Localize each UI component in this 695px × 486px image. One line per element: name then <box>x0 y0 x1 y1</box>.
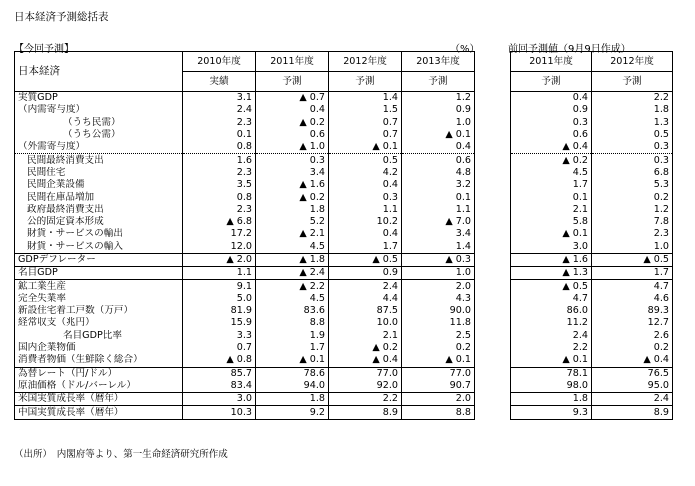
table-row <box>511 167 673 179</box>
value-cell: 1.4 <box>402 241 475 254</box>
table-row <box>15 354 475 367</box>
prev-value-cell: 2.4 <box>592 393 673 406</box>
value-cell: ▲ 0.8 <box>183 354 256 367</box>
value-cell: 1.5 <box>329 104 402 116</box>
table-row <box>15 92 475 105</box>
table-row <box>511 104 673 116</box>
table-row <box>511 154 673 167</box>
value-cell: 87.5 <box>329 305 402 317</box>
value-cell: 10.3 <box>183 406 256 419</box>
value-cell: 1.2 <box>402 92 475 105</box>
value-cell: 1.6 <box>183 154 256 167</box>
table-row <box>511 406 673 419</box>
value-cell: 8.8 <box>256 317 329 329</box>
table-row <box>511 228 673 240</box>
value-cell: 0.1 <box>183 129 256 141</box>
prev-value-cell: 2.3 <box>592 228 673 240</box>
value-cell: 4.4 <box>329 293 402 305</box>
row-label: （外需寄与度） <box>15 141 183 154</box>
prev-value-cell: 0.2 <box>592 191 673 203</box>
value-cell: 4.2 <box>329 167 402 179</box>
value-cell: 1.8 <box>256 393 329 406</box>
table-row <box>511 293 673 305</box>
table-row <box>15 253 475 266</box>
prev-value-cell: 0.4 <box>511 92 592 105</box>
row-label: 完全失業率 <box>15 293 183 305</box>
prev-col-kind-2012: 予測 <box>592 72 673 92</box>
value-cell: ▲ 0.1 <box>402 354 475 367</box>
value-cell: 3.4 <box>402 228 475 240</box>
value-cell: 1.8 <box>256 204 329 216</box>
table-row <box>15 167 475 179</box>
col-kind-2010: 実績 <box>183 72 256 92</box>
value-cell: 17.2 <box>183 228 256 240</box>
table-row <box>511 393 673 406</box>
value-cell: 0.7 <box>329 117 402 129</box>
table-row <box>15 129 475 141</box>
col-year-2011: 2011年度 <box>256 52 329 72</box>
value-cell: ▲ 2.4 <box>256 267 329 280</box>
value-cell: 0.9 <box>329 267 402 280</box>
value-cell: ▲ 0.3 <box>402 253 475 266</box>
table-row <box>511 380 673 393</box>
value-cell: 78.6 <box>256 367 329 380</box>
prev-value-cell: 0.3 <box>511 117 592 129</box>
value-cell: 1.1 <box>402 204 475 216</box>
table-row <box>511 117 673 129</box>
prev-value-cell: ▲ 0.5 <box>592 253 673 266</box>
current-forecast-label: 【今回予測】 <box>14 44 74 55</box>
col-year-2013: 2013年度 <box>402 52 475 72</box>
row-label: 公的固定資本形成 <box>15 216 183 228</box>
table-row <box>511 216 673 228</box>
value-cell: ▲ 1.8 <box>256 253 329 266</box>
row-label: 民間在庫品増加 <box>15 191 183 203</box>
table-row <box>511 204 673 216</box>
prev-value-cell: ▲ 0.1 <box>511 228 592 240</box>
value-cell: 3.0 <box>183 393 256 406</box>
table-row <box>15 367 475 380</box>
value-cell: 15.9 <box>183 317 256 329</box>
col-kind-2012: 予測 <box>329 72 402 92</box>
value-cell: 12.0 <box>183 241 256 254</box>
prev-value-cell: 4.5 <box>511 167 592 179</box>
prev-value-cell: 2.4 <box>511 330 592 342</box>
row-label: 民間企業設備 <box>15 179 183 191</box>
prev-value-cell: 0.1 <box>511 191 592 203</box>
table-row <box>511 367 673 380</box>
prev-value-cell: ▲ 0.4 <box>592 354 673 367</box>
table-row <box>15 342 475 354</box>
value-cell: 0.6 <box>256 129 329 141</box>
value-cell: 0.6 <box>402 154 475 167</box>
row-label: 民間住宅 <box>15 167 183 179</box>
value-cell: 10.2 <box>329 216 402 228</box>
prev-value-cell: 5.8 <box>511 216 592 228</box>
prev-value-cell: 1.8 <box>592 104 673 116</box>
value-cell: ▲ 0.4 <box>329 354 402 367</box>
value-cell: 0.5 <box>329 154 402 167</box>
prev-value-cell: 4.7 <box>511 293 592 305</box>
value-cell: 3.4 <box>256 167 329 179</box>
value-cell: ▲ 1.6 <box>256 179 329 191</box>
value-cell: ▲ 7.0 <box>402 216 475 228</box>
value-cell: ▲ 0.1 <box>402 129 475 141</box>
row-label: 消費者物価（生鮮除く総合） <box>15 354 183 367</box>
value-cell: 10.0 <box>329 317 402 329</box>
table-row <box>511 129 673 141</box>
prev-value-cell: ▲ 0.4 <box>511 141 592 154</box>
prev-value-cell: 0.5 <box>592 129 673 141</box>
unit-label: （%） <box>450 44 480 55</box>
value-cell: 0.3 <box>329 191 402 203</box>
value-cell: ▲ 1.0 <box>256 141 329 154</box>
value-cell: 4.8 <box>402 167 475 179</box>
row-label: 名目GDP比率 <box>15 330 183 342</box>
row-label: 為替レート（円/ドル） <box>15 367 183 380</box>
prev-value-cell: 8.9 <box>592 406 673 419</box>
value-cell: 0.4 <box>402 141 475 154</box>
prev-col-kind-2011: 予測 <box>511 72 592 92</box>
value-cell: 90.7 <box>402 380 475 393</box>
table-row <box>15 330 475 342</box>
value-cell: 1.4 <box>329 92 402 105</box>
row-label: （うち公需） <box>15 129 183 141</box>
table-row <box>15 305 475 317</box>
value-cell: 2.4 <box>329 280 402 293</box>
value-cell: ▲ 6.8 <box>183 216 256 228</box>
table-row <box>15 141 475 154</box>
previous-forecast-label: 前回予測値（9月9日作成） <box>508 44 631 55</box>
row-label: 経常収支（兆円） <box>15 317 183 329</box>
prev-value-cell: 2.1 <box>511 204 592 216</box>
table-row <box>15 204 475 216</box>
value-cell: 77.0 <box>329 367 402 380</box>
table-row <box>15 179 475 191</box>
row-label: 国内企業物価 <box>15 342 183 354</box>
value-cell: 8.9 <box>329 406 402 419</box>
row-label: 鉱工業生産 <box>15 280 183 293</box>
prev-value-cell: 2.2 <box>592 92 673 105</box>
value-cell: ▲ 2.1 <box>256 228 329 240</box>
value-cell: 94.0 <box>256 380 329 393</box>
table-row <box>15 267 475 280</box>
value-cell: 2.3 <box>183 117 256 129</box>
source-note: （出所） 内閣府等より、第一生命経済研究所作成 <box>14 449 228 460</box>
row-label: 米国実質成長率（暦年） <box>15 393 183 406</box>
value-cell: 4.5 <box>256 293 329 305</box>
row-label: 民間最終消費支出 <box>15 154 183 167</box>
value-cell: 1.0 <box>402 117 475 129</box>
table-row <box>511 280 673 293</box>
value-cell: 0.8 <box>183 191 256 203</box>
prev-value-cell: 76.5 <box>592 367 673 380</box>
value-cell: 9.2 <box>256 406 329 419</box>
value-cell: ▲ 0.1 <box>256 354 329 367</box>
prev-value-cell: 12.7 <box>592 317 673 329</box>
prev-value-cell: ▲ 0.1 <box>511 354 592 367</box>
value-cell: 2.1 <box>329 330 402 342</box>
row-header: 日本経済 <box>15 52 183 92</box>
table-row <box>511 267 673 280</box>
value-cell: 85.7 <box>183 367 256 380</box>
current-forecast-table <box>14 51 475 420</box>
prev-value-cell: 1.3 <box>592 117 673 129</box>
table-row <box>15 154 475 167</box>
value-cell: 5.2 <box>256 216 329 228</box>
prev-value-cell: 9.3 <box>511 406 592 419</box>
prev-value-cell: 6.8 <box>592 167 673 179</box>
value-cell: ▲ 0.2 <box>256 191 329 203</box>
prev-value-cell: 1.7 <box>511 179 592 191</box>
table-row <box>15 241 475 254</box>
value-cell: 9.1 <box>183 280 256 293</box>
value-cell: 1.7 <box>329 241 402 254</box>
value-cell: 0.7 <box>329 129 402 141</box>
prev-value-cell: 1.0 <box>592 241 673 254</box>
table-row <box>15 280 475 293</box>
table-row <box>15 317 475 329</box>
prev-value-cell: 1.2 <box>592 204 673 216</box>
table-row <box>511 179 673 191</box>
value-cell: 3.3 <box>183 330 256 342</box>
row-label: 中国実質成長率（暦年） <box>15 406 183 419</box>
row-label: 財貨・サービスの輸出 <box>15 228 183 240</box>
previous-forecast-table <box>510 51 673 420</box>
prev-value-cell: 0.6 <box>511 129 592 141</box>
prev-value-cell: 78.1 <box>511 367 592 380</box>
value-cell: 0.9 <box>402 104 475 116</box>
value-cell: 0.4 <box>256 104 329 116</box>
value-cell: 81.9 <box>183 305 256 317</box>
row-label: 財貨・サービスの輸入 <box>15 241 183 254</box>
table-row <box>511 305 673 317</box>
value-cell: 0.3 <box>256 154 329 167</box>
table-row <box>511 141 673 154</box>
prev-value-cell: 86.0 <box>511 305 592 317</box>
prev-value-cell: ▲ 0.2 <box>511 154 592 167</box>
value-cell: 92.0 <box>329 380 402 393</box>
prev-value-cell: 0.3 <box>592 154 673 167</box>
prev-col-year-2012: 2012年度 <box>592 52 673 72</box>
prev-value-cell: 89.3 <box>592 305 673 317</box>
table-row <box>511 241 673 254</box>
prev-value-cell: 5.3 <box>592 179 673 191</box>
prev-value-cell: ▲ 1.3 <box>511 267 592 280</box>
value-cell: 2.2 <box>329 393 402 406</box>
value-cell: ▲ 0.7 <box>256 92 329 105</box>
value-cell: 11.8 <box>402 317 475 329</box>
value-cell: 3.2 <box>402 179 475 191</box>
table-row <box>15 117 475 129</box>
row-label: 実質GDP <box>15 92 183 105</box>
row-label: （うち民需） <box>15 117 183 129</box>
value-cell: 4.3 <box>402 293 475 305</box>
prev-value-cell: 4.6 <box>592 293 673 305</box>
table-title: 日本経済予測総括表 <box>14 11 109 23</box>
value-cell: 0.2 <box>402 342 475 354</box>
value-cell: 8.8 <box>402 406 475 419</box>
table-row <box>15 380 475 393</box>
table-row <box>511 330 673 342</box>
value-cell: 5.0 <box>183 293 256 305</box>
value-cell: ▲ 0.2 <box>256 117 329 129</box>
value-cell: 2.3 <box>183 204 256 216</box>
value-cell: ▲ 2.0 <box>183 253 256 266</box>
value-cell: 2.0 <box>402 280 475 293</box>
prev-value-cell: 2.6 <box>592 330 673 342</box>
table-row <box>511 191 673 203</box>
value-cell: 3.1 <box>183 92 256 105</box>
value-cell: 3.5 <box>183 179 256 191</box>
row-label: 原油価格（ドル/バーレル） <box>15 380 183 393</box>
prev-value-cell: 2.2 <box>511 342 592 354</box>
value-cell: 2.3 <box>183 167 256 179</box>
value-cell: ▲ 2.2 <box>256 280 329 293</box>
value-cell: 0.7 <box>183 342 256 354</box>
prev-col-year-2011: 2011年度 <box>511 52 592 72</box>
col-kind-2013: 予測 <box>402 72 475 92</box>
col-year-2012: 2012年度 <box>329 52 402 72</box>
table-row <box>511 342 673 354</box>
prev-value-cell: 0.2 <box>592 342 673 354</box>
prev-value-cell: 1.7 <box>592 267 673 280</box>
value-cell: 2.5 <box>402 330 475 342</box>
row-label: 新設住宅着工戸数（万戸） <box>15 305 183 317</box>
table-row <box>15 104 475 116</box>
col-kind-2011: 予測 <box>256 72 329 92</box>
prev-value-cell: 0.9 <box>511 104 592 116</box>
prev-value-cell: 7.8 <box>592 216 673 228</box>
prev-value-cell: 0.3 <box>592 141 673 154</box>
value-cell: 90.0 <box>402 305 475 317</box>
table-row <box>15 393 475 406</box>
row-label: 名目GDP <box>15 267 183 280</box>
value-cell: ▲ 0.1 <box>329 141 402 154</box>
value-cell: ▲ 0.5 <box>329 253 402 266</box>
table-row <box>15 228 475 240</box>
previous-forecast-body <box>511 92 673 420</box>
value-cell: 0.4 <box>329 228 402 240</box>
table-row <box>511 92 673 105</box>
table-row <box>511 354 673 367</box>
value-cell: 0.4 <box>329 179 402 191</box>
col-year-2010: 2010年度 <box>183 52 256 72</box>
row-label: GDPデフレーター <box>15 253 183 266</box>
table-row <box>15 191 475 203</box>
table-row <box>15 216 475 228</box>
value-cell: 2.0 <box>402 393 475 406</box>
table-row <box>511 253 673 266</box>
value-cell: 0.1 <box>402 191 475 203</box>
value-cell: 4.5 <box>256 241 329 254</box>
value-cell: 2.4 <box>183 104 256 116</box>
prev-value-cell: ▲ 0.5 <box>511 280 592 293</box>
prev-value-cell: 1.8 <box>511 393 592 406</box>
value-cell: 77.0 <box>402 367 475 380</box>
prev-value-cell: 95.0 <box>592 380 673 393</box>
prev-value-cell: 4.7 <box>592 280 673 293</box>
value-cell: 1.9 <box>256 330 329 342</box>
value-cell: 83.4 <box>183 380 256 393</box>
value-cell: 1.0 <box>402 267 475 280</box>
row-label: 政府最終消費支出 <box>15 204 183 216</box>
prev-value-cell: 11.2 <box>511 317 592 329</box>
table-row <box>511 317 673 329</box>
prev-value-cell: 3.0 <box>511 241 592 254</box>
value-cell: 83.6 <box>256 305 329 317</box>
current-forecast-body <box>15 92 475 420</box>
prev-value-cell: 98.0 <box>511 380 592 393</box>
table-row <box>15 406 475 419</box>
value-cell: 1.1 <box>329 204 402 216</box>
value-cell: 0.8 <box>183 141 256 154</box>
value-cell: 1.1 <box>183 267 256 280</box>
table-row <box>15 293 475 305</box>
value-cell: 1.7 <box>256 342 329 354</box>
row-label: （内需寄与度） <box>15 104 183 116</box>
value-cell: ▲ 0.2 <box>329 342 402 354</box>
prev-value-cell: ▲ 1.6 <box>511 253 592 266</box>
